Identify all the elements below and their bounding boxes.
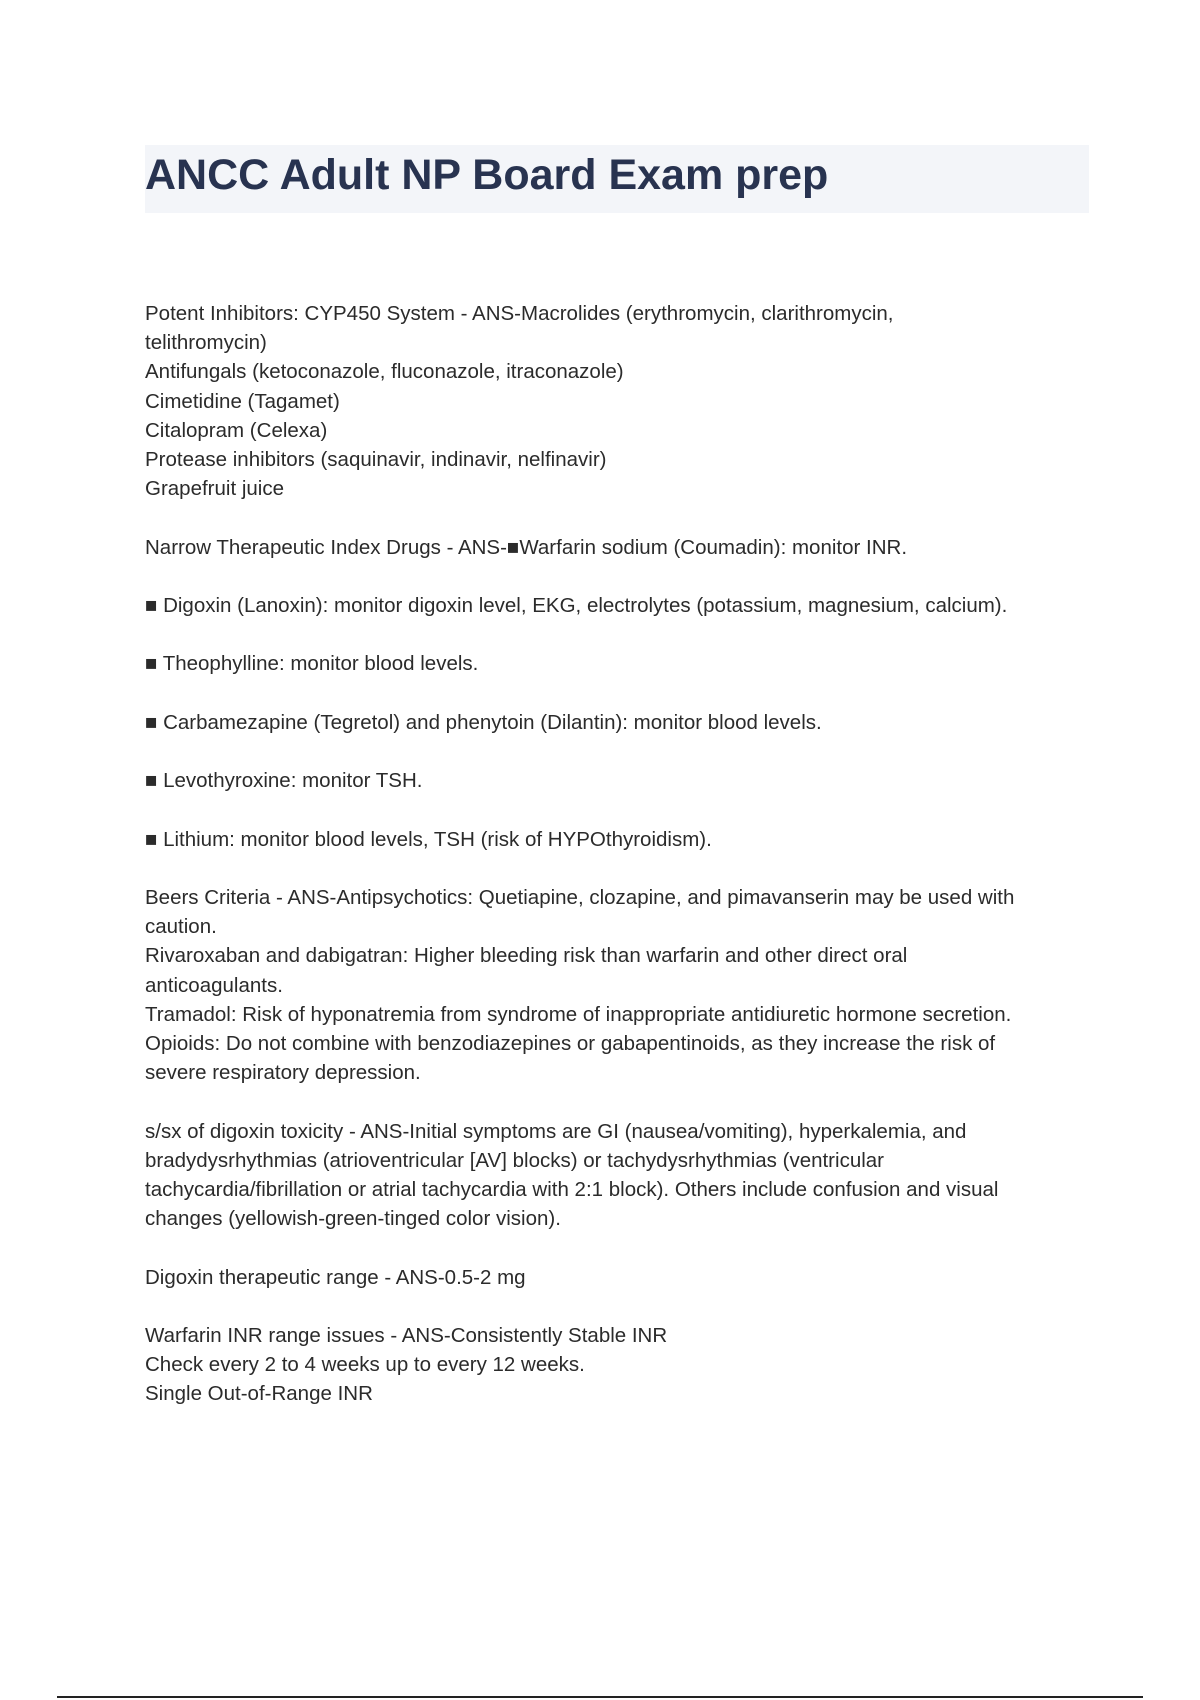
text-line: Tramadol: Risk of hyponatremia from syndrome of inappropriate antidiuretic hormone secretion. [145, 1002, 1012, 1026]
text-line: Warfarin INR range issues - ANS-Consistently Stable INR [145, 1323, 668, 1347]
entry-levothyroxine [145, 766, 1095, 795]
text-line: Rivaroxaban and dabigatran: Higher bleeding risk than warfarin and other direct oral [145, 944, 908, 968]
text-line: Citalopram (Celexa) [145, 418, 328, 442]
text-line: Opioids: Do not combine with benzodiazepines or gabapentinoids, as they increase the risk of [145, 1031, 996, 1055]
entry-warfarin-inr [145, 1321, 1095, 1409]
text-line: bradydysrhythmias (atrioventricular [AV] blocks) or tachydysrhythmias (ventricular [145, 1148, 885, 1172]
text-line: Antifungals (ketoconazole, fluconazole, itraconazole) [145, 360, 624, 384]
footer-divider [57, 1696, 1143, 1698]
text-line: Digoxin therapeutic range - ANS-0.5-2 mg [145, 1265, 526, 1289]
entry-carbamazepine [145, 708, 1095, 737]
text-line: telithromycin) [145, 331, 267, 355]
text-line: ■ Levothyroxine: monitor TSH. [145, 769, 423, 793]
title-banner [145, 145, 1089, 213]
text-line: ■ Digoxin (Lanoxin): monitor digoxin level, EKG, electrolytes (potassium, magnesium, calcium). [145, 594, 1008, 617]
document-title: ANCC Adult NP Board Exam prep [145, 151, 829, 199]
text-line: Potent Inhibitors: CYP450 System - ANS-Macrolides (erythromycin, clarithromycin, [145, 302, 894, 325]
entry-cyp450-inhibitors [145, 299, 1095, 503]
text-line: caution. [145, 915, 217, 939]
text-line: Narrow Therapeutic Index Drugs - ANS-■Warfarin sodium (Coumadin): monitor INR. [145, 535, 908, 559]
document-body [145, 299, 1095, 1438]
text-line: Protease inhibitors (saquinavir, indinavir, nelfinavir) [145, 448, 607, 472]
text-line: Check every 2 to 4 weeks up to every 12 weeks. [145, 1353, 585, 1377]
text-line: ■ Lithium: monitor blood levels, TSH (risk of HYPOthyroidism). [145, 827, 712, 851]
text-line: tachycardia/fibrillation or atrial tachycardia with 2:1 block). Others include confusion and visual [145, 1177, 999, 1201]
entry-theophylline [145, 649, 1095, 678]
text-line: Beers Criteria - ANS-Antipsychotics: Quetiapine, clozapine, and pimavanserin may be used with [145, 885, 1015, 909]
text-line: ■ Carbamezapine (Tegretol) and phenytoin (Dilantin): monitor blood levels. [145, 710, 822, 734]
text-line: severe respiratory depression. [145, 1061, 421, 1085]
text-line: Grapefruit juice [145, 477, 285, 501]
text-line: Single Out-of-Range INR [145, 1382, 373, 1406]
entry-digoxin-toxicity [145, 1117, 1095, 1234]
entry-beers-criteria [145, 883, 1095, 1087]
text-line: ■ Theophylline: monitor blood levels. [145, 652, 479, 676]
entry-digoxin-range [145, 1263, 1095, 1292]
entry-digoxin [145, 591, 1095, 620]
text-line: anticoagulants. [145, 973, 283, 997]
text-line: changes (yellowish-green-tinged color vision). [145, 1207, 561, 1231]
text-line: s/sx of digoxin toxicity - ANS-Initial symptoms are GI (nausea/vomiting), hyperkalemia, and [145, 1119, 967, 1143]
text-line: Cimetidine (Tagamet) [145, 389, 340, 413]
entry-narrow-therapeutic-index [145, 533, 1095, 562]
entry-lithium [145, 825, 1095, 854]
